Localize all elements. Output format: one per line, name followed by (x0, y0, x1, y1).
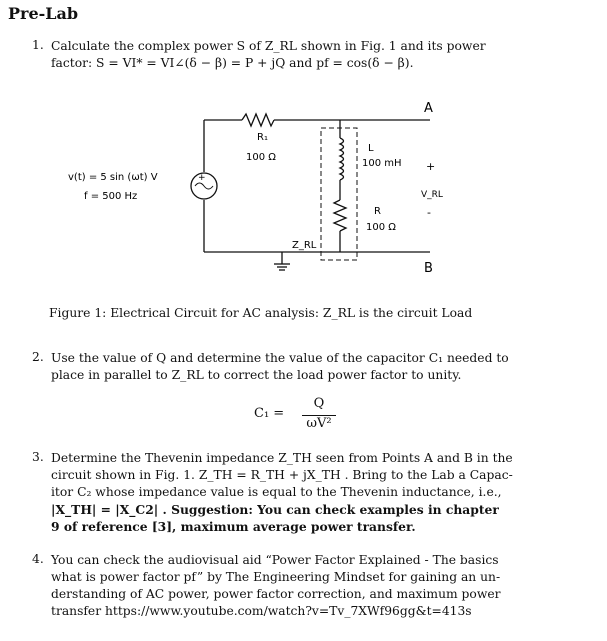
svg-text:+: + (198, 173, 206, 183)
item-number: 3. (32, 450, 44, 464)
zrl-label: Z_RL (292, 240, 317, 251)
page-heading: Pre-Lab (8, 4, 79, 23)
resistor-value: 100 Ω (366, 222, 396, 233)
inductor-value: 100 mH (362, 158, 402, 169)
item-number: 1. (32, 38, 44, 52)
equation-lhs: C₁ = (254, 406, 285, 421)
item-3-line-2: circuit shown in Fig. 1. Z_TH = R_TH + jX_TH . Bring to the Lab a Capac- (51, 468, 513, 482)
item-number: 4. (32, 552, 44, 566)
item-4-line-2: what is power factor pf” by The Engineering Mindset for gaining an un- (51, 570, 501, 584)
item-3-line-5: 9 of reference [3], maximum average power transfer. (51, 519, 416, 534)
item-1-line-2: factor: S = VI* = VI∠(δ − β) = P + jQ and pf = cos(δ − β). (51, 56, 414, 70)
item-1-text (51, 38, 486, 72)
resistor-label: R (374, 206, 381, 217)
node-a-label: A (424, 101, 433, 116)
item-number: 2. (32, 350, 44, 364)
item-1-line-1: Calculate the complex power S of Z_RL shown in Fig. 1 and its power (51, 39, 486, 53)
item-4-line-3: derstanding of AC power, power factor correction, and maximum power (51, 587, 501, 601)
figure-caption: Figure 1: Electrical Circuit for AC analysis: Z_RL is the circuit Load (49, 306, 473, 320)
vrl-minus: - (427, 206, 431, 219)
item-3-line-3: itor C₂ whose impedance value is equal to the Thevenin inductance, i.e., (51, 485, 502, 499)
frequency-label: f = 500 Hz (84, 191, 138, 202)
item-2-line-1: Use the value of Q and determine the value of the capacitor C₁ needed to (51, 351, 509, 365)
item-3-text (51, 450, 513, 535)
vrl-label: V_RL (421, 190, 443, 200)
inductor-label: L (368, 143, 374, 154)
circuit-diagram (60, 96, 520, 276)
item-4-text (51, 552, 501, 620)
source-label: v(t) = 5 sin (ωt) V (68, 172, 158, 183)
r1-value: 100 Ω (246, 152, 276, 163)
node-b-label: B (424, 261, 433, 276)
item-2-line-2: place in parallel to Z_RL to correct the load power factor to unity. (51, 368, 462, 382)
item-2-text (51, 350, 509, 384)
r1-label: R₁ (257, 132, 268, 143)
vrl-plus: + (426, 160, 436, 173)
equation-numerator: Q (313, 396, 325, 411)
equation-denominator: ωV² (306, 416, 332, 431)
item-4-line-1: You can check the audiovisual aid “Power Factor Explained - The basics (51, 553, 499, 567)
item-3-line-1: Determine the Thevenin impedance Z_TH seen from Points A and B in the (51, 451, 513, 465)
item-4-line-4[interactable]: transfer https://www.youtube.com/watch?v=Tv_7XWf96gg&t=413s (51, 604, 472, 618)
item-3-line-4: |X_TH| = |X_C2| . Suggestion: You can check examples in chapter (51, 502, 499, 517)
